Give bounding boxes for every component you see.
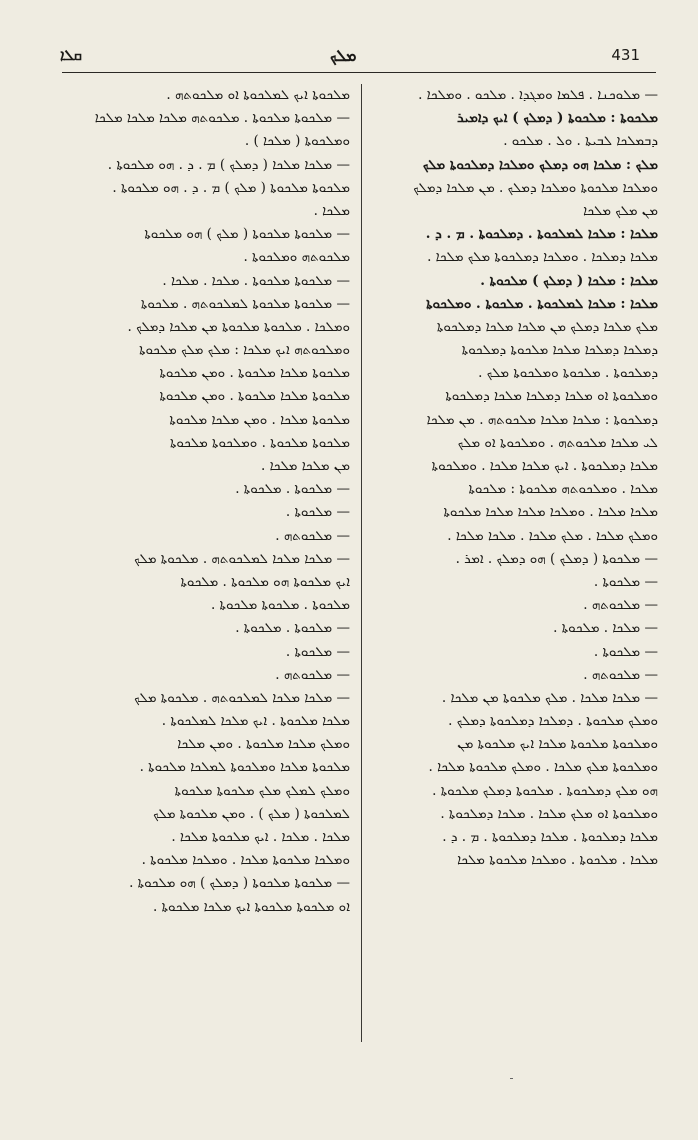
text-line: — ܡܠܟܐ . ܡܠܟܘܬܐ .	[553, 620, 658, 637]
left-text-column	[60, 84, 350, 919]
text-line: ܡܢ ܡܠܟ ܡܠܟܐ	[583, 202, 658, 219]
text-line: — ܡܠܟܘܬܗ .	[275, 666, 350, 683]
text-line: — ܡܠܟܐ ܡܠܟܐ ܠܡܠܟܘܬܗ . ܡܠܟܘܬܐ ܡܠܟ	[134, 550, 350, 567]
text-line: ܡܠܟܐ : ܡܠܟܐ ܠܡܠܟܘܬܐ . ܡܠܟܘܬܐ . ܘܡܠܟܘܬܐ	[426, 295, 658, 312]
text-line: ܡܠܟܘܬܐ ܡܠܟܐ ܘܡܠܟܘܬܐ ܠܡܠܟܐ ܡܠܟܘܬܐ .	[139, 759, 350, 776]
text-line: ܡܠܟܘܬܐ ܡܠܟܘܬܐ ( ܡܠܟ ) ܡ . ܕ . ܗܘ ܡܠܟܘܬܐ .	[112, 179, 350, 196]
text-line: ܡܠܟܐ ܡܠܟܘܬܐ . ܐܝܟ ܡܠܟܐ ܠܡܠܟܘܬܐ .	[161, 713, 350, 730]
header-rule	[62, 72, 656, 73]
text-line: ܡܠܟܐ ܕܡܠܟܐ . ܘܡܠܟܐ ܕܡܠܟܘܬܐ ܡܠܟ ܡܠܟܐ .	[427, 249, 658, 266]
page-number: 431	[611, 46, 640, 64]
text-line: ܡܠܟܐ ܕܡܠܟܘܬܐ . ܡܠܟܐ ܕܡܠܟܘܬܐ . ܡ . ܕ .	[442, 829, 658, 845]
text-line: ܐܘ ܡܠܟܘܬܐ ܡܠܟܘܬܐ ܐܝܟ ܡܠܟܐ ܡܠܟܘܬܐ .	[153, 898, 350, 915]
text-line: — ܡܠܟܐ ܡܠܟܐ ܠܡܠܟܘܬܗ . ܡܠܟܘܬܐ ܡܠܟ	[134, 689, 350, 706]
text-line: — ܡܠܟܘܬܐ ܡܠܟܘܬܐ ܠܡܠܟܘܬܗ . ܡܠܟܘܬܐ	[140, 295, 350, 312]
right-text-column	[372, 84, 658, 872]
text-line: ܕܒܡܠܟܐ ܠܒܝܬܐ . ܘܠ . ܡܠܟܘ .	[503, 133, 658, 150]
text-line: ܠܝ ܡܠܟܐ ܡܠܟܘܬܗ . ܘܡܠܟܘܬܐ ܐܘ ܡܠܟ	[457, 434, 658, 451]
text-line: ܡܠܟܐ . ܘܡܠܟܘܬܗ ܡܠܟܘܬܐ : ܡܠܟܘܬܐ	[468, 481, 658, 498]
text-line: ܘܡܠܟܘܬܐ ܡܠܟܘܬܐ ܡܠܟܐ ܐܝܟ ܡܠܟܘܬܐ ܡܢ	[457, 736, 658, 753]
text-line: ܡܠܟܐ . ܡܠܟܐ . ܐܝܟ ܡܠܟܘܬܐ ܡܠܟܐ .	[171, 829, 350, 845]
text-line: ܡܠܟ : ܡܠܟܐ ܗܘ ܕܡܠܟ ܘܡܠܟܐ ܕܡܠܟܘܬܐ ܡܠܟ	[422, 156, 658, 173]
text-line: ܡܢ ܡܠܟܐ ܡܠܟܐ .	[261, 458, 350, 474]
text-line: ܕܡܠܟܘܬܐ : ܡܠܟܐ ܡܠܟܐ ܡܠܟܘܬܗ . ܡܢ ܡܠܟܐ	[426, 411, 658, 428]
text-line: — ܡܠܟܘܬܗ .	[583, 666, 658, 683]
text-line: ܘܡܠܟܐ ܡܠܟܘܬܐ ܘܡܠܟܐ ܕܡܠܟ . ܡܢ ܡܠܟܐ ܕܡܠܟ	[413, 179, 658, 196]
text-line: ܡܠܟܘܬܐ ܐܝܟ ܠܡܠܟܘܬܐ ܐܘ ܡܠܟܘܬܗ .	[166, 87, 350, 103]
text-line: ܕܡܠܟܐ ܕܡܠܟܐ ܡܠܟܐ ܡܠܟܘܬܐ ܕܡܠܟܘܬܐ	[461, 342, 658, 359]
text-line: ܘܡܠܟ ܡܠܟܐ . ܡܠܟ ܡܠܟܐ . ܡܠܟܐ ܡܠܟܐ .	[447, 527, 658, 544]
text-line: — ܡܠܟܘܬܐ ܡܠܟܘܬܐ ( ܡܠܟ ) ܗܘ ܡܠܟܘܬܐ	[144, 226, 350, 243]
text-line: — ܡܠܟܐ ܡܠܟܐ ( ܕܡܠܟ ) ܡ . ܕ . ܗܘ ܡܠܟܘܬܐ .	[107, 156, 350, 173]
text-line: — ܡܠܟܘܬܐ . ܡܠܟܘܬܐ .	[235, 620, 350, 637]
text-line: ܡܠܟܘܬܐ ܡܠܟܐ . ܘܡܢ ܡܠܟܐ ܡܠܟܘܬܐ	[169, 411, 350, 428]
text-line: ܡܠܟܐ . ܡܠܟܘܬܐ . ܘܡܠܟܐ ܡܠܟܘܬܐ ܡܠܟܐ	[457, 852, 658, 869]
text-line: — ܡܠܟܘܬܐ .	[285, 504, 350, 521]
text-line: — ܡܠܟܘܬܐ ܡܠܟܘܬܐ . ܡܠܟܘܬܗ ܡܠܟܐ ܡܠܟܐ ܡܠܟܐ	[94, 110, 350, 127]
text-line: ܘܡܠܟ ܠܡܠܟ ܡܠܟ ܡܠܟܘܬܐ ܡܠܟܘܬܐ	[174, 782, 350, 799]
text-line: — ܡܠܟܘܬܗ .	[275, 527, 350, 544]
text-line: — ܡܠܟܘܬܐ .	[285, 643, 350, 660]
text-line: ܘܡܠܟܐ . ܡܠܟܘܬܐ ܡܠܟܘܬܐ ܡܢ ܡܠܟܐ ܕܡܠܟ .	[127, 318, 350, 335]
text-line: ܡܠܟ ܡܠܟܐ ܕܡܠܟ ܡܢ ܡܠܟܐ ܡܠܟܐ ܕܡܠܟܘܬܐ	[436, 318, 658, 335]
text-line: ܡܠܟܐ : ܡܠܟܐ ܠܡܠܟܘܬܐ . ܕܡܠܟܘܬܐ . ܡ . ܕ .	[425, 226, 658, 243]
text-line: — ܡܠܟܘܬܐ .	[593, 573, 658, 590]
header-headword: ܡܠܟ	[330, 46, 357, 65]
text-line: ܗܘ ܡܠܟ ܕܡܠܟܘܬܐ . ܡܠܟܘܬܐ ܕܡܠܟ ܡܠܟܘܬܐ .	[432, 782, 658, 799]
text-line: ܡܠܟܐ : ܡܠܟܐ ( ܕܡܠܟ ) ܡܠܟܘܬܐ .	[480, 272, 658, 289]
text-line: ܘܡܠܟܘܬܐ ܐܘ ܡܠܟܐ ܕܡܠܟܐ ܡܠܟܐ ܕܡܠܟܘܬܐ	[445, 388, 658, 405]
text-line: ܘܡܠܟܘܬܐ ܐܘ ܡܠܟ ܡܠܟܐ . ܡܠܟܐ ܕܡܠܟܘܬܐ .	[440, 805, 658, 822]
text-line: ܡܠܟܘܬܐ ܡܠܟܘܬܐ . ܘܡܠܟܘܬܐ ܡܠܟܘܬܐ	[169, 434, 350, 451]
text-line: — ܡܠܟܘܬܗ .	[583, 597, 658, 614]
text-line: ܡܠܟܘܬܐ ܡܠܟܐ ܡܠܟܘܬܐ . ܘܡܢ ܡܠܟܘܬܐ	[159, 388, 350, 405]
text-line: — ܡܠܟܘܬܐ ܡܠܟܘܬܐ . ܡܠܟܐ . ܡܠܟܐ .	[162, 272, 350, 289]
text-line: ܘܡܠܟܐ ܡܠܟܘܬܐ ܡܠܟܐ . ܘܡܠܟܐ ܡܠܟܘܬܐ .	[141, 852, 350, 869]
text-line: ܡܠܟܐ ܡܠܟܐ . ܘܡܠܟܐ ܡܠܟܐ ܡܠܟܐ ܡܠܟܘܬܐ	[443, 504, 658, 521]
page-header	[0, 46, 698, 74]
text-line: ܡܠܟܘܬܗ ܘܡܠܟܘܬܐ .	[243, 249, 350, 266]
text-line: ܘܡܠܟܘܬܐ ܡܠܟ ܡܠܟܐ . ܘܡܠܟ ܡܠܟܘܬܐ ܡܠܟܐ .	[428, 759, 658, 776]
text-line: ܡܠܟܘܬܐ ܡܠܟܐ ܡܠܟܘܬܐ . ܘܡܢ ܡܠܟܘܬܐ	[159, 365, 350, 382]
text-line: ܡܠܟܐ .	[313, 202, 350, 219]
text-line: — ܡܠܟܘܬܐ ܡܠܟܘܬܐ ( ܕܡܠܟ ) ܗܘ ܡܠܟܘܬܐ .	[129, 875, 350, 892]
text-line: ܡܠܟܘܬܐ . ܡܠܟܘܬܐ ܡܠܟܘܬܐ .	[210, 597, 350, 614]
text-line: — ܡܠܟܘܬܐ ( ܕܡܠܟ ) ܗܘ ܕܡܠܟ . ܐܡܪ .	[455, 550, 658, 567]
text-line: ܐܝܟ ܡܠܟܘܬܐ ܗܘ ܡܠܟܘܬܐ . ܡܠܟܘܬܐ	[180, 573, 350, 590]
text-line: — ܡܠܟܐ ܡܠܟܐ . ܡܠܟ ܡܠܟܘܬܐ ܡܢ ܡܠܟܐ .	[441, 689, 658, 706]
text-line: ܘܡܠܟܘܬܐ ( ܡܠܟܐ ) .	[244, 133, 350, 150]
text-line: ܕܡܠܟܘܬܐ . ܡܠܟܘܬܐ ܘܡܠܟܘܬܐ ܡܠܟ .	[478, 365, 658, 382]
text-line: ܘܡܠܟ ܡܠܟܘܬܐ . ܕܡܠܟܐ ܕܡܠܟܘܬܐ ܕܡܠܟ .	[448, 713, 658, 730]
text-line: — ܡܠܟܘܬܐ .	[593, 643, 658, 660]
page-mark	[510, 1078, 513, 1079]
text-line: ܘܡܠܟܘܬܗ ܐܝܟ ܡܠܟܐ : ܡܠܟ ܡܠܟ ܡܠܟܘܬܐ	[139, 342, 350, 359]
text-line: ܘܡܠܟ ܡܠܟܐ ܡܠܟܘܬܐ . ܘܡܢ ܡܠܟܐ	[177, 736, 350, 753]
text-line: — ܡܠܘܟܢܐ . ܦܠܡܐ ܘܡܓܕܐ . ܡܠܟܘ . ܘܡܠܟܐ .	[418, 87, 658, 103]
text-line: — ܡܠܟܘܬܐ . ܡܠܟܘܬܐ .	[235, 481, 350, 498]
text-line: ܠܡܠܟܘܬܐ ( ܡܠܟ ) . ܘܡܢ ܡܠܟܘܬܐ ܡܠܟ	[153, 805, 350, 822]
text-line: ܡܠܟܘܬܐ : ܡܠܟܘܬܐ ( ܕܡܠܟ ) ܐܝܟ ܕܐܡܝܪ	[457, 110, 658, 127]
header-signature: ܩܠܐ	[60, 46, 82, 64]
text-line: ܡܠܟܐ ܕܡܠܟܘܬܐ . ܐܝܟ ܡܠܟܐ ܡܠܟܐ . ܘܡܠܟܘܬܐ	[431, 458, 658, 474]
column-divider	[361, 84, 362, 1042]
